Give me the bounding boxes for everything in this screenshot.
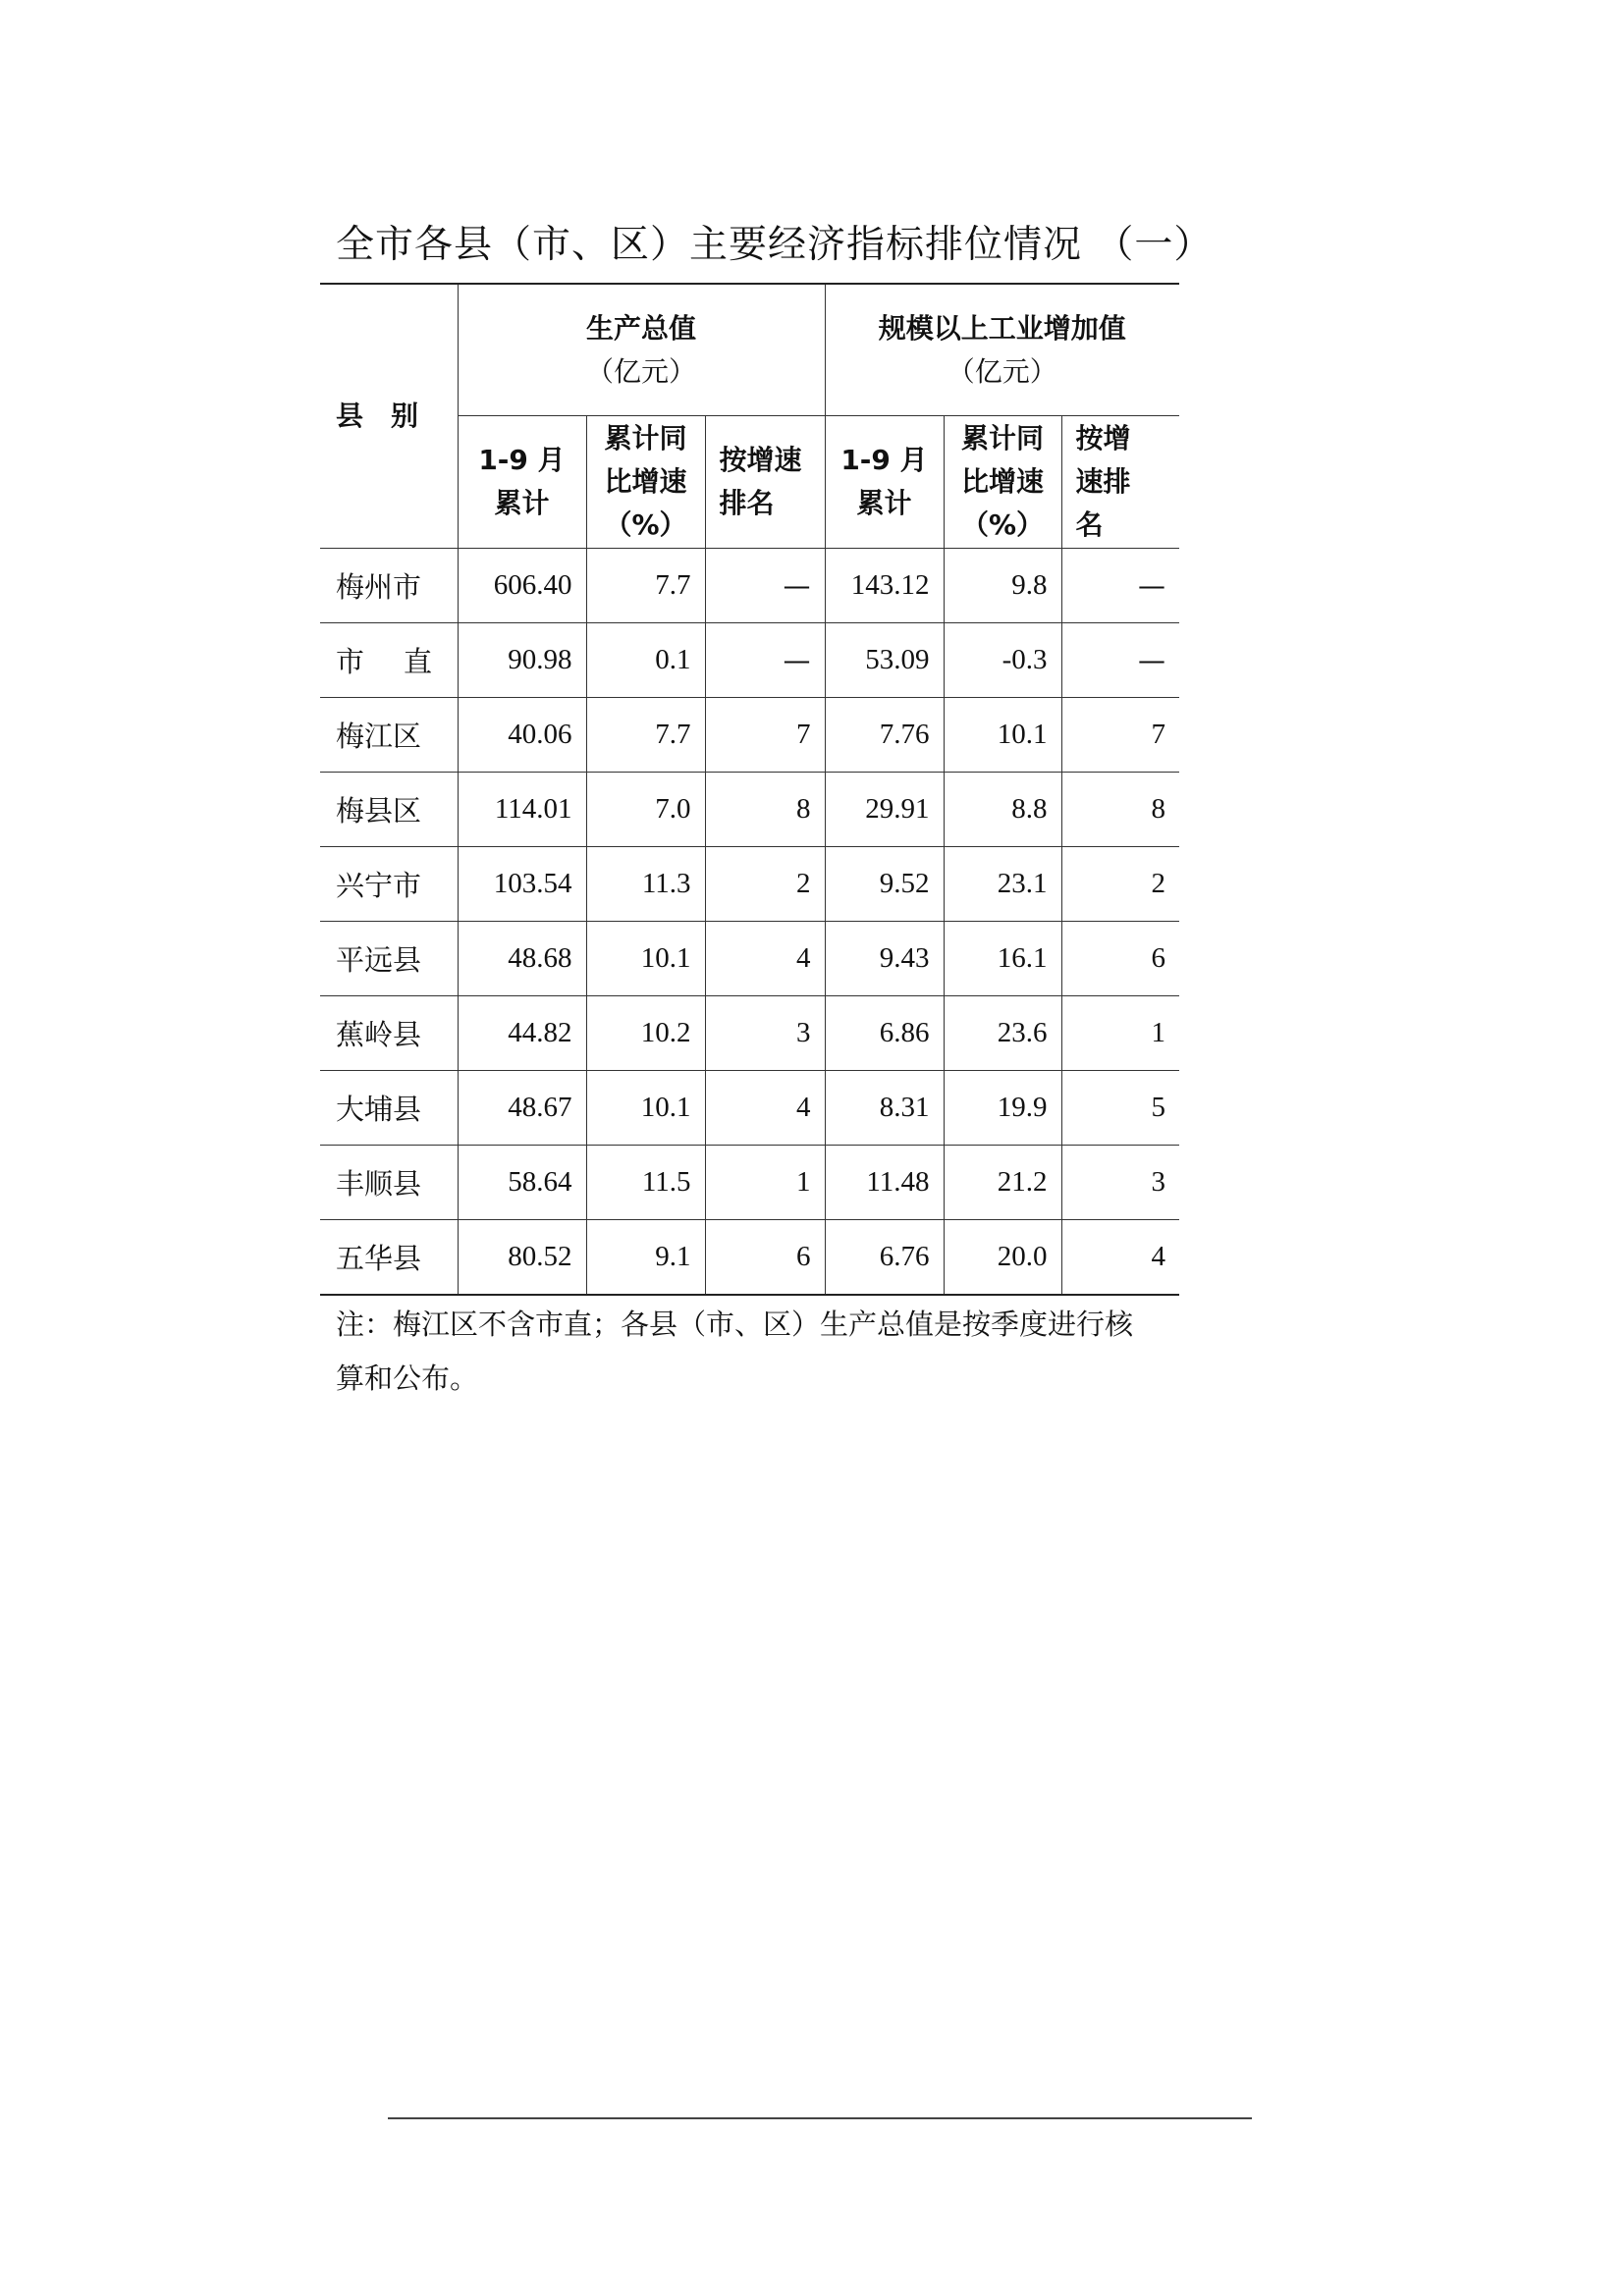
gdp-total-cell: 114.01 bbox=[458, 773, 586, 847]
gdp-growth-header bbox=[586, 416, 705, 549]
table-row bbox=[320, 847, 1179, 922]
industry-growth-cell: 8.8 bbox=[944, 773, 1061, 847]
gdp-total-cell: 48.67 bbox=[458, 1071, 586, 1146]
industry-rank-cell: 4 bbox=[1061, 1220, 1179, 1296]
gdp-growth-cell: 10.1 bbox=[586, 922, 705, 996]
gdp-rank-cell: 7 bbox=[705, 698, 825, 773]
table-row bbox=[320, 996, 1179, 1071]
table-row bbox=[320, 1220, 1179, 1296]
gdp-growth-cell: 0.1 bbox=[586, 623, 705, 698]
industry-growth-cell: 23.6 bbox=[944, 996, 1061, 1071]
industry-total-header bbox=[825, 416, 944, 549]
industry-rank-header-line-3: 名 bbox=[1075, 508, 1104, 541]
gdp-growth-cell: 11.5 bbox=[586, 1146, 705, 1220]
gdp-growth-header-line-2: 比增速 bbox=[604, 465, 687, 498]
industry-total-cell: 9.52 bbox=[825, 847, 944, 922]
county-name: 蕉岭县 bbox=[320, 996, 458, 1071]
county-name: 市直 bbox=[320, 623, 458, 698]
gdp-total-cell: 48.68 bbox=[458, 922, 586, 996]
county-name: 丰顺县 bbox=[320, 1146, 458, 1220]
industry-group-header bbox=[825, 284, 1179, 416]
gdp-rank-cell: 8 bbox=[705, 773, 825, 847]
footnote-line-2: 算和公布。 bbox=[336, 1362, 479, 1395]
industry-group-unit: （亿元） bbox=[947, 354, 1057, 388]
industry-total-cell: 11.48 bbox=[825, 1146, 944, 1220]
industry-total-header-line-1: 1-9 月 bbox=[840, 444, 928, 476]
gdp-total-header-line-2: 累计 bbox=[494, 487, 550, 519]
industry-growth-cell: 23.1 bbox=[944, 847, 1061, 922]
gdp-growth-header-line-1: 累计同 bbox=[604, 422, 687, 454]
county-name: 五华县 bbox=[320, 1220, 458, 1296]
indicator-table bbox=[320, 283, 1179, 1296]
industry-growth-cell: 19.9 bbox=[944, 1071, 1061, 1146]
gdp-rank-header-line-1: 按增速 bbox=[719, 444, 802, 476]
industry-total-cell: 9.43 bbox=[825, 922, 944, 996]
industry-growth-cell: -0.3 bbox=[944, 623, 1061, 698]
table-footnote bbox=[336, 1298, 1170, 1406]
industry-growth-cell: 21.2 bbox=[944, 1146, 1061, 1220]
industry-rank-header-line-2: 速排 bbox=[1075, 465, 1131, 498]
gdp-rank-cell: — bbox=[705, 549, 825, 623]
industry-growth-header bbox=[944, 416, 1061, 549]
gdp-total-cell: 40.06 bbox=[458, 698, 586, 773]
industry-total-cell: 29.91 bbox=[825, 773, 944, 847]
gdp-total-header bbox=[458, 416, 586, 549]
industry-growth-cell: 16.1 bbox=[944, 922, 1061, 996]
industry-rank-cell: 7 bbox=[1061, 698, 1179, 773]
table-row bbox=[320, 922, 1179, 996]
gdp-rank-cell: — bbox=[705, 623, 825, 698]
industry-total-cell: 8.31 bbox=[825, 1071, 944, 1146]
industry-growth-cell: 9.8 bbox=[944, 549, 1061, 623]
industry-growth-header-line-2: 比增速 bbox=[960, 465, 1044, 498]
industry-total-cell: 53.09 bbox=[825, 623, 944, 698]
industry-total-cell: 143.12 bbox=[825, 549, 944, 623]
indicator-table-body bbox=[320, 549, 1179, 1296]
county-name: 梅州市 bbox=[320, 549, 458, 623]
gdp-total-cell: 80.52 bbox=[458, 1220, 586, 1296]
industry-rank-header-line-1: 按增 bbox=[1075, 422, 1131, 454]
gdp-total-cell: 44.82 bbox=[458, 996, 586, 1071]
industry-rank-cell: — bbox=[1061, 623, 1179, 698]
gdp-growth-cell: 10.1 bbox=[586, 1071, 705, 1146]
industry-rank-cell: — bbox=[1061, 549, 1179, 623]
county-name: 梅江区 bbox=[320, 698, 458, 773]
industry-rank-cell: 1 bbox=[1061, 996, 1179, 1071]
gdp-growth-cell: 10.2 bbox=[586, 996, 705, 1071]
table-row bbox=[320, 549, 1179, 623]
gdp-growth-header-line-3: （%） bbox=[604, 508, 687, 541]
gdp-rank-cell: 6 bbox=[705, 1220, 825, 1296]
industry-total-cell: 7.76 bbox=[825, 698, 944, 773]
county-column-header: 县别 bbox=[320, 284, 458, 549]
table-row bbox=[320, 1071, 1179, 1146]
gdp-rank-cell: 1 bbox=[705, 1146, 825, 1220]
industry-rank-cell: 8 bbox=[1061, 773, 1179, 847]
table-row bbox=[320, 623, 1179, 698]
footnote-line-1: 注：梅江区不含市直；各县（市、区）生产总值是按季度进行核 bbox=[336, 1308, 1134, 1341]
gdp-total-cell: 606.40 bbox=[458, 549, 586, 623]
county-name: 大埔县 bbox=[320, 1071, 458, 1146]
industry-total-cell: 6.86 bbox=[825, 996, 944, 1071]
indicator-table-container bbox=[320, 283, 1179, 1296]
county-name: 兴宁市 bbox=[320, 847, 458, 922]
industry-rank-header bbox=[1061, 416, 1179, 549]
county-name: 梅县区 bbox=[320, 773, 458, 847]
industry-rank-cell: 3 bbox=[1061, 1146, 1179, 1220]
gdp-group-unit: （亿元） bbox=[585, 354, 696, 388]
gdp-group-header bbox=[458, 284, 825, 416]
industry-total-cell: 6.76 bbox=[825, 1220, 944, 1296]
gdp-total-header-line-1: 1-9 月 bbox=[478, 444, 566, 476]
footer-divider bbox=[388, 2117, 1252, 2119]
gdp-growth-cell: 7.7 bbox=[586, 698, 705, 773]
industry-growth-cell: 20.0 bbox=[944, 1220, 1061, 1296]
table-row bbox=[320, 773, 1179, 847]
industry-growth-header-line-3: （%） bbox=[960, 508, 1045, 541]
industry-group-title: 规模以上工业增加值 bbox=[878, 311, 1126, 345]
gdp-rank-cell: 3 bbox=[705, 996, 825, 1071]
county-name: 平远县 bbox=[320, 922, 458, 996]
industry-growth-header-line-1: 累计同 bbox=[960, 422, 1044, 454]
industry-growth-cell: 10.1 bbox=[944, 698, 1061, 773]
table-row bbox=[320, 1146, 1179, 1220]
gdp-growth-cell: 9.1 bbox=[586, 1220, 705, 1296]
gdp-total-cell: 103.54 bbox=[458, 847, 586, 922]
gdp-rank-header-line-2: 排名 bbox=[719, 487, 775, 519]
gdp-rank-cell: 4 bbox=[705, 1071, 825, 1146]
gdp-growth-cell: 7.0 bbox=[586, 773, 705, 847]
gdp-rank-cell: 2 bbox=[705, 847, 825, 922]
gdp-rank-header bbox=[705, 416, 825, 549]
gdp-growth-cell: 11.3 bbox=[586, 847, 705, 922]
industry-rank-cell: 2 bbox=[1061, 847, 1179, 922]
table-row bbox=[320, 698, 1179, 773]
industry-rank-cell: 5 bbox=[1061, 1071, 1179, 1146]
industry-rank-cell: 6 bbox=[1061, 922, 1179, 996]
gdp-total-cell: 58.64 bbox=[458, 1146, 586, 1220]
industry-total-header-line-2: 累计 bbox=[856, 487, 912, 519]
gdp-rank-cell: 4 bbox=[705, 922, 825, 996]
page-title: 全市各县（市、区）主要经济指标排位情况 （一） bbox=[336, 223, 1214, 267]
gdp-group-title: 生产总值 bbox=[585, 311, 696, 345]
gdp-growth-cell: 7.7 bbox=[586, 549, 705, 623]
gdp-total-cell: 90.98 bbox=[458, 623, 586, 698]
header-row-groups bbox=[320, 284, 1179, 416]
